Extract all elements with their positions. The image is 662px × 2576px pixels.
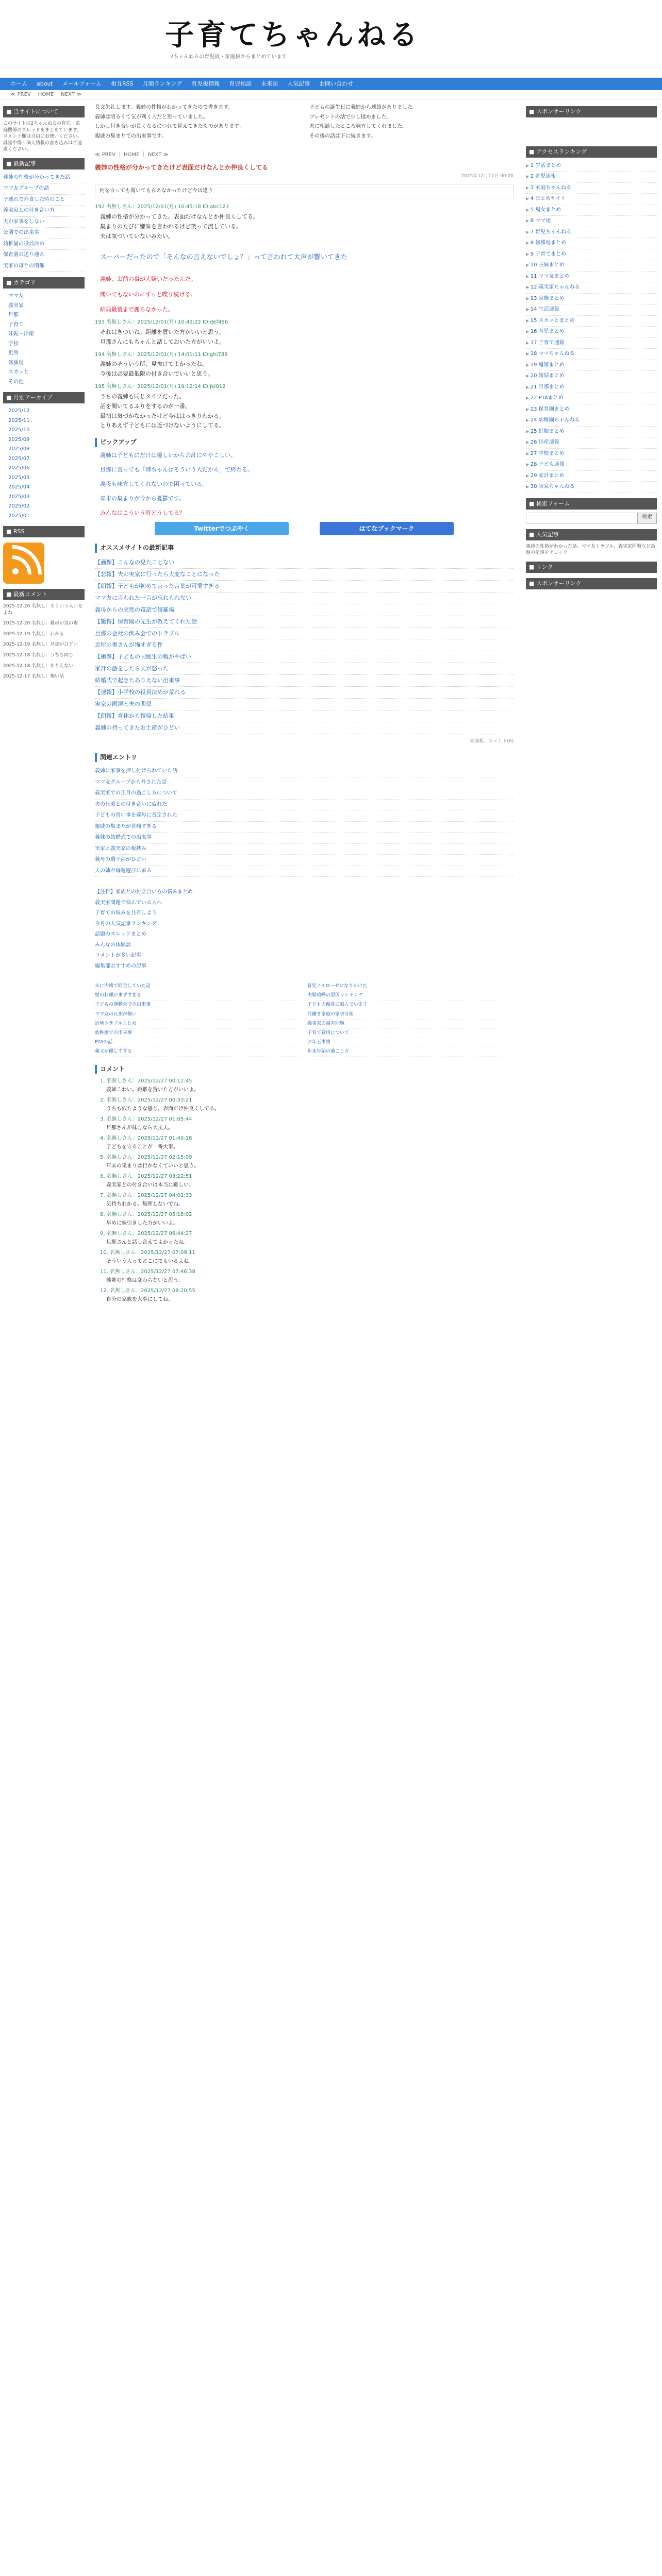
- recent-item[interactable]: 義姉の性格が分かってきた話: [3, 173, 85, 184]
- sub-nav: [0, 90, 662, 100]
- ranking-item[interactable]: ▶ 3 家庭ちゃんねる: [526, 183, 657, 194]
- archive-item[interactable]: 2025/02: [8, 503, 30, 510]
- archive-title: ■ 月別アーカイブ: [3, 392, 85, 403]
- recent-list: [3, 173, 85, 273]
- related-item[interactable]: 夫の姉が毎週遊びに来る: [95, 866, 514, 877]
- comment: [100, 1249, 514, 1265]
- site-header: [0, 0, 662, 78]
- category-item[interactable]: ママ友: [8, 293, 24, 299]
- link-item[interactable]: 共働き家庭の家事分担: [307, 1010, 514, 1020]
- link-columns: [95, 982, 514, 1056]
- comment-header: 8. 名無しさん：2025/12/27 05:18:02: [100, 1212, 192, 1218]
- ranking-item[interactable]: ▶ 30 実家ちゃんねる: [526, 482, 657, 493]
- main-content: [88, 101, 521, 1306]
- intro-line: 長文失礼します。義姉の性格がわかってきたので書きます。: [95, 105, 234, 110]
- category-item[interactable]: 近所: [8, 350, 19, 357]
- comment-header: 6. 名無しさん：2025/12/27 03:22:51: [100, 1174, 192, 1180]
- comment-header: 4. 名無しさん：2025/12/27 01:40:18: [100, 1136, 192, 1142]
- feature-item[interactable]: 編集部おすすめの記事: [95, 963, 147, 969]
- recent-item[interactable]: 実家の母との関係: [3, 261, 85, 273]
- comments-title: コメント: [95, 1065, 514, 1074]
- intro-line: 親戚の集まりでの出来事です。: [95, 133, 167, 139]
- recent-item[interactable]: 保育園の送り迎え: [3, 250, 85, 261]
- latest-comment[interactable]: 2025-12-20 名無し：義母が気の毒: [3, 621, 78, 626]
- comment-header: 12. 名無しさん：2025/12/27 08:20:55: [100, 1288, 195, 1294]
- feature-item[interactable]: 今月の人気記事ランキング: [95, 921, 157, 927]
- latest-comment[interactable]: 2025-12-17 名無し：怖い話: [3, 674, 64, 680]
- recent-item[interactable]: 公園での出来事: [3, 228, 85, 239]
- archive-item[interactable]: 2025/07: [8, 455, 30, 462]
- comment-header: 7. 名無しさん：2025/12/27 04:01:33: [100, 1193, 192, 1199]
- link-item[interactable]: 育児ノイローゼになりかけた: [307, 982, 514, 991]
- recommend-item[interactable]: 近所の奥さんが怖すぎる件: [95, 639, 514, 651]
- comment-header: 5. 名無しさん：2025/12/27 02:15:09: [100, 1155, 192, 1161]
- highlight-red-line: 結局最後まで謝らなかった。: [100, 306, 174, 313]
- intro-line: 夫に相談したところ味方してくれました。: [309, 124, 407, 129]
- rss-icon[interactable]: [3, 543, 44, 584]
- recommend-item[interactable]: 【速報】小学校の役員決めが荒れる: [95, 687, 514, 699]
- link-item[interactable]: 幼稚園での出来事: [95, 1029, 301, 1038]
- archive-list: [3, 406, 85, 521]
- link-item[interactable]: 子どもの偏食に悩んでいます: [307, 1001, 514, 1010]
- search-button[interactable]: 検索: [637, 513, 657, 524]
- ranking-item[interactable]: ▶ 12 義実家ちゃんねる: [526, 282, 657, 294]
- link-column-left: [95, 982, 301, 1056]
- intro-line: プレゼントの話で少し揉めました。: [309, 114, 392, 120]
- ranking-item[interactable]: ▶ 14 生活速報: [526, 304, 657, 316]
- recent-item[interactable]: ママ友グループの話: [3, 183, 85, 195]
- comment-header: 1. 名無しさん：2025/12/27 00:12:45: [100, 1078, 192, 1084]
- link-item[interactable]: 夫に内緒で貯金していた話: [95, 982, 301, 991]
- ranking-item[interactable]: ▶ 8 修羅場まとめ: [526, 238, 657, 249]
- ranking-item[interactable]: ▶ 29 家計まとめ: [526, 471, 657, 482]
- archive-item[interactable]: 2025/03: [8, 494, 30, 500]
- related-item[interactable]: 義姉に家事を押し付けられていた話: [95, 766, 514, 777]
- link-item[interactable]: 年末年始の過ごし方: [307, 1047, 514, 1057]
- comment-header: 10. 名無しさん：2025/12/27 07:09:11: [100, 1250, 195, 1256]
- related-item[interactable]: 義母の過干渉がひどい: [95, 855, 514, 866]
- popular-title: ■ 人気記事: [526, 529, 657, 540]
- feature-item[interactable]: コメントが多い記事: [95, 953, 141, 959]
- recommend-item[interactable]: 結婚式で起きたありえない出来事: [95, 675, 514, 687]
- related-item[interactable]: 親戚の集まりが苦痛すぎる: [95, 822, 514, 833]
- pager[interactable]: ≪ PREV ｜ HOME ｜ NEXT ≫: [95, 152, 169, 158]
- archive-item[interactable]: 2025/01: [8, 513, 30, 519]
- nav-home[interactable]: ホーム: [10, 80, 27, 88]
- recommend-item[interactable]: 義母からの突然の電話で修羅場: [95, 604, 514, 616]
- category-item[interactable]: 旦那: [8, 312, 19, 318]
- comment: [100, 1230, 514, 1246]
- popular-text[interactable]: 義姉の性格がわかった話、ママ友トラブル、義実家問題など話題の記事をチェック: [526, 544, 655, 556]
- entry-footer[interactable]: 家庭板｜コメント(6): [470, 738, 514, 744]
- recommend-list: [95, 557, 514, 734]
- recommend-item[interactable]: 【朗報】育休から復帰した結果: [95, 710, 514, 722]
- category-title: ■ カテゴリ: [3, 277, 85, 289]
- link-item[interactable]: PTAの話: [95, 1038, 301, 1047]
- nav-ranking[interactable]: 月間ランキング: [142, 80, 183, 88]
- ranking-item[interactable]: ▶ 15 スカッとまとめ: [526, 316, 657, 327]
- comment-body: 旦那さんと話し合えてよかったね。: [106, 1239, 189, 1245]
- ranking-item[interactable]: ▶ 22 PTAまとめ: [526, 393, 657, 404]
- category-list: [3, 292, 85, 387]
- intro-line: 子どもの誕生日に義姉から連絡がありました。: [309, 105, 418, 110]
- hatena-bookmark-button[interactable]: はてなブックマーク: [320, 522, 454, 535]
- archive-item[interactable]: 2025/09: [8, 436, 30, 443]
- comment-body: そういう人ってどこにでもいるよね。: [106, 1258, 194, 1264]
- ranking-item[interactable]: ▶ 13 家族まとめ: [526, 294, 657, 305]
- ranking-item[interactable]: ▶ 18 ママちゃんねる: [526, 349, 657, 360]
- link-column-right: [307, 982, 514, 1056]
- related-item[interactable]: 義妹の結婚式での出来事: [95, 833, 514, 844]
- post-title[interactable]: 義姉の性格が分かってきたけど表面だけなんとか仲良くしてる: [95, 163, 269, 171]
- recommend-item[interactable]: 【朗報】子どもが初めて言った言葉が可愛すぎる: [95, 581, 514, 592]
- recommend-title: オススメサイトの最新記事: [95, 544, 514, 552]
- ranking-item[interactable]: ▶ 17 子育て速報: [526, 338, 657, 349]
- comment: [100, 1192, 514, 1208]
- twitter-share-button[interactable]: Twitterでつぶやく: [155, 522, 289, 535]
- highlight-red-line: 聞いてもないのにずっと喋り続ける。: [100, 291, 196, 298]
- left-sidebar: [0, 101, 88, 1306]
- ranking-item[interactable]: ▶ 16 育児まとめ: [526, 327, 657, 338]
- recommend-item[interactable]: 【画像】こんなの見たことない: [95, 557, 514, 569]
- recent-item[interactable]: 子連れで外食した時のこと: [3, 195, 85, 206]
- intro-line: 義姉は明るくて気が利く人だと思っていました。: [95, 114, 208, 120]
- nav-future[interactable]: 未来図: [261, 80, 278, 88]
- latest-comment[interactable]: 2025-12-19 名無し：わかる: [3, 631, 64, 637]
- pickup-title: ピックアップ: [95, 438, 514, 447]
- comment-header: 2. 名無しさん：2025/12/27 00:33:21: [100, 1097, 192, 1104]
- intro-line: その後の話は下に続きます。: [309, 133, 376, 139]
- ranking-item[interactable]: ▶ 9 子育てまとめ: [526, 249, 657, 261]
- comment: [100, 1287, 514, 1303]
- related-item[interactable]: 義実家での正月の過ごし方について: [95, 788, 514, 800]
- comment-body: 義実家との付き合いは本当に難しい。: [106, 1182, 194, 1188]
- ranking-list: [526, 161, 657, 493]
- response-line: 義姉のそういう所、見抜けてよかったね。: [100, 361, 208, 368]
- pickup-line: 旦那に言っても「姉ちゃんはそういう人だから」で終わる。: [100, 466, 253, 473]
- response-header: 195 名無しさん：2025/12/01(月) 19:12:14 ID:jkl012: [95, 384, 226, 390]
- pickup-red-line: みんなはこういう時どうしてる？: [100, 509, 185, 516]
- response-header: 193 名無しさん：2025/12/01(月) 10:49:22 ID:def456: [95, 319, 228, 326]
- content-columns: [0, 101, 662, 1306]
- nav-popular[interactable]: 人気記事: [287, 80, 310, 88]
- sponsor-title: ■ スポンサーリンク: [526, 106, 657, 117]
- archive-item[interactable]: 2025/04: [8, 484, 30, 490]
- response: [95, 383, 514, 430]
- recommend-item[interactable]: 【悲報】夫の実家に行ったら大変なことになった: [95, 569, 514, 581]
- nav-mailform[interactable]: メールフォーム: [62, 80, 102, 88]
- feature-item[interactable]: みんなの体験談: [95, 942, 131, 948]
- archive-item[interactable]: 2025/06: [8, 465, 30, 471]
- ranking-item[interactable]: ▶ 25 妊娠まとめ: [526, 427, 657, 438]
- comment: [100, 1268, 514, 1284]
- latest-comment[interactable]: 2025-12-19 名無し：旦那がひどい: [3, 642, 78, 648]
- ranking-item[interactable]: ▶ 21 旦那まとめ: [526, 382, 657, 394]
- response: [95, 319, 514, 346]
- rss-title: ■ RSS: [3, 526, 85, 537]
- next-link[interactable]: NEXT ≫: [61, 91, 82, 97]
- link-item[interactable]: ママ友の旦那が怖い: [95, 1010, 301, 1020]
- latest-comments-list: [3, 603, 85, 680]
- category-item[interactable]: その他: [8, 379, 24, 385]
- highlight-line: スーパーだったので「そんなの言えないでしょ？」って言われて大声が響いてきた: [100, 253, 347, 261]
- ranking-item[interactable]: ▶ 26 出産速報: [526, 437, 657, 449]
- recent-item[interactable]: 義実家との付き合い方: [3, 206, 85, 217]
- nav-info[interactable]: 育児板情報: [191, 80, 220, 88]
- response-header: 194 名無しさん：2025/12/01(月) 14:01:11 ID:ghi789: [95, 351, 228, 358]
- comment-body: 年末の集まりは行かなくていいと思う。: [106, 1163, 199, 1169]
- recommend-item[interactable]: 家計の話をしたら夫が怒った: [95, 663, 514, 675]
- ranking-item[interactable]: ▶ 28 子ども速報: [526, 460, 657, 471]
- response-line: 義姉の性格が分かってきた。表面だけなんとか仲良くしてる。: [100, 213, 259, 220]
- archive-item[interactable]: 2025/10: [8, 427, 30, 433]
- comment: [100, 1116, 514, 1132]
- comment: [100, 1211, 514, 1227]
- search-form: [526, 513, 657, 524]
- home-link[interactable]: HOME: [38, 91, 54, 97]
- intro-text: [95, 101, 514, 148]
- ranking-item[interactable]: ▶ 19 鬼嫁まとめ: [526, 360, 657, 371]
- related-item[interactable]: ママ友グループから外された話: [95, 777, 514, 789]
- nav-about[interactable]: about: [37, 80, 53, 88]
- post-date: 2025年12月27日 00:00: [461, 173, 514, 179]
- feature-list: [95, 887, 514, 972]
- link-item[interactable]: 義父が優しすぎる: [95, 1047, 301, 1057]
- ranking-item[interactable]: ▶ 5 鬼女まとめ: [526, 205, 657, 216]
- site-logo[interactable]: 子育てちゃんねる: [165, 18, 421, 52]
- ranking-item[interactable]: ▶ 27 学校まとめ: [526, 449, 657, 460]
- comment: [100, 1135, 514, 1151]
- comment-list: [95, 1078, 514, 1303]
- category-item[interactable]: 妊娠・出産: [8, 331, 34, 337]
- pickup-line: 義母も味方してくれないので困っている。: [100, 480, 208, 487]
- comment-body: 旦那さんが味方なら大丈夫。: [106, 1125, 173, 1131]
- archive-item[interactable]: 2025/12: [8, 408, 30, 414]
- category-item[interactable]: 学校: [8, 341, 19, 347]
- feature-item[interactable]: 【注目】家族との付き合い方の悩みまとめ: [95, 889, 193, 895]
- comment-body: 義姉の性格は変わらないと思う。: [106, 1277, 184, 1283]
- latest-comment[interactable]: 2025-12-18 名無し：うちも同じ: [3, 653, 74, 658]
- feature-item[interactable]: 義実家問題で悩んでいる人へ: [95, 900, 162, 906]
- related-item[interactable]: 夫の兄弟との付き合いに疲れた: [95, 800, 514, 811]
- response-line: うちの義姉も同じタイプだった。: [100, 393, 185, 400]
- response: [95, 351, 514, 378]
- ranking-item[interactable]: ▶ 7 育児ちゃんねる: [526, 227, 657, 239]
- about-title: ■ 当サイトについて: [3, 106, 85, 117]
- ranking-item[interactable]: ▶ 6 ママ速: [526, 216, 657, 227]
- comment: [100, 1097, 514, 1113]
- comment: [100, 1173, 514, 1189]
- comment-header: 11. 名無しさん：2025/12/27 07:46:38: [100, 1269, 195, 1275]
- category-item[interactable]: 子育て: [8, 321, 24, 328]
- ranking-item[interactable]: ▶ 20 嫁姑まとめ: [526, 371, 657, 382]
- comment: [100, 1078, 514, 1094]
- response-line: 今後は必要最低限の付き合いでいいと思う。: [100, 370, 213, 378]
- comment-body: 子どもを守ることが一番大事。: [106, 1144, 178, 1150]
- sponsor2-title: ■ スポンサーリンク: [526, 578, 657, 589]
- share-buttons: [95, 522, 514, 535]
- recent-item[interactable]: 幼稚園の役員決め: [3, 239, 85, 250]
- recent-title: ■ 最新記事: [3, 158, 85, 170]
- response-line: それはきついね。距離を置いた方がいいと思う。: [100, 328, 225, 335]
- recommend-item[interactable]: 【驚愕】保育園の先生が教えてくれた話: [95, 616, 514, 628]
- latest-comments-title: ■ 最新コメント: [3, 589, 85, 600]
- ranking-item[interactable]: ▶ 11 ママ友まとめ: [526, 272, 657, 283]
- response-line: 話を聞いてるふりをするのが一番。: [100, 402, 191, 410]
- search-title: ■ 検索フォーム: [526, 498, 657, 510]
- comment-header: 9. 名無しさん：2025/12/27 06:44:27: [100, 1231, 192, 1237]
- recommend-item[interactable]: 旦那の会社の飲み会でのトラブル: [95, 628, 514, 640]
- response-line: 旦那さんにもちゃんと話しておいた方がいいよ。: [100, 338, 225, 345]
- link-item[interactable]: 姑の料理がまずすぎる: [95, 991, 301, 1001]
- ranking-item[interactable]: ▶ 10 主婦まとめ: [526, 260, 657, 272]
- feature-item[interactable]: 子育ての悩みを共有しよう: [95, 910, 157, 917]
- response-line: 夫は気づいていないみたい。: [100, 232, 174, 240]
- related-item[interactable]: 子どもの習い事を義母に否定された: [95, 810, 514, 822]
- comment-body: 気持ちわかる。無理しないでね。: [106, 1201, 184, 1207]
- response-header: 192 名無しさん：2025/12/01(月) 10:45:18 ID:abc123: [95, 204, 229, 210]
- archive-item[interactable]: 2025/11: [8, 417, 30, 423]
- ranking-item[interactable]: ▶ 4 まとめサイト: [526, 194, 657, 205]
- sponsor-slot: [526, 121, 657, 141]
- category-item[interactable]: 義実家: [8, 302, 24, 309]
- related-list: [95, 766, 514, 877]
- comment-body: うちも似たような感じ。表面だけ仲良くしてる。: [106, 1106, 220, 1112]
- comment: [100, 1154, 514, 1170]
- feature-item[interactable]: 話題のスレッドまとめ: [95, 931, 146, 938]
- ranking-item[interactable]: ▶ 23 保育園まとめ: [526, 404, 657, 416]
- comment-body: 早めに線引きした方がいいよ。: [106, 1220, 178, 1226]
- link-item[interactable]: 夫婦喧嘩の原因ランキング: [307, 991, 514, 1001]
- category-item[interactable]: 修羅場: [8, 360, 24, 366]
- ranking-item[interactable]: ▶ 1 生活まとめ: [526, 161, 657, 172]
- right-sidebar: [521, 101, 662, 1306]
- site-subtitle: 2ちゃんねるの育児板・家庭板からまとめています: [170, 54, 287, 60]
- search-input[interactable]: [526, 513, 635, 524]
- comment-body: 自分の家族を大事にしてね。: [106, 1296, 173, 1302]
- ranking-item[interactable]: ▶ 2 育児速報: [526, 172, 657, 183]
- global-nav: [0, 78, 662, 90]
- latest-comment[interactable]: 2025-12-20 名無し：そういう人いるよね: [3, 604, 83, 616]
- nav-rss[interactable]: 相互RSS: [110, 80, 134, 88]
- response: [95, 204, 514, 314]
- latest-comment[interactable]: 2025-12-18 名無し：ありえない: [3, 663, 74, 669]
- recommend-item[interactable]: 実家の両親と夫の関係: [95, 699, 514, 710]
- about-text: このサイトは2ちゃんねるの育児・家庭関係のスレッドをまとめています。コメント欄は自由にお使いください。誹謗中傷・個人情報の書き込みはご遠慮ください。: [3, 121, 82, 152]
- link-item[interactable]: お年玉事情: [307, 1038, 514, 1047]
- recommend-item[interactable]: 【衝撃】子どもの同級生の親がやばい: [95, 651, 514, 663]
- ranking-title: ■ アクセスランキング: [526, 146, 657, 158]
- ranking-item[interactable]: ▶ 24 幼稚園ちゃんねる: [526, 415, 657, 427]
- prev-link[interactable]: ≪ PREV: [10, 91, 31, 97]
- related-title: 関連エントリ: [95, 753, 514, 762]
- response-line: とりあえず子どもには近づけないようにしてる。: [100, 422, 225, 429]
- links-title: ■ リンク: [526, 562, 657, 573]
- pickup-line: 年末の集まりが今から憂鬱です。: [100, 495, 185, 502]
- recommend-item[interactable]: ママ友に言われた一言が忘れられない: [95, 592, 514, 604]
- highlight-red-line: 義姉、お前の事が大嫌いだったんだ。: [100, 275, 196, 282]
- category-item[interactable]: スカッと: [8, 369, 29, 376]
- archive-item[interactable]: 2025/08: [8, 446, 30, 452]
- comment-header: 3. 名無しさん：2025/12/27 01:05:44: [100, 1116, 192, 1123]
- comment-body: 義姉こわい。距離を置いた方がいいよ。: [106, 1087, 199, 1093]
- archive-item[interactable]: 2025/05: [8, 474, 30, 481]
- intro-line: しかし付き合いが長くなるにつれて見えてきたものがあります。: [95, 124, 244, 129]
- nav-contact[interactable]: お問い合わせ: [319, 80, 354, 88]
- pickup-line: 義姉は子どもにだけは優しいから余計にややこしい。: [100, 451, 236, 459]
- link-item[interactable]: 義実家の帰省問題: [307, 1020, 514, 1029]
- recommend-item[interactable]: 義姉の持ってきたお土産がひどい: [95, 722, 514, 734]
- nav-consult[interactable]: 育児相談: [229, 80, 252, 88]
- link-item[interactable]: 近所トラブルまとめ: [95, 1020, 301, 1029]
- response-line: 最初は気づかなかったけど今ははっきりわかる。: [100, 412, 225, 419]
- link-item[interactable]: 子どもの運動会での出来事: [95, 1001, 301, 1010]
- link-item[interactable]: 子育て費用について: [307, 1029, 514, 1038]
- response-line: 集まりのたびに嫌味を言われるけど笑って流している。: [100, 223, 242, 230]
- quote-box: 何を言っても聞いてもらえなかったけど今は違う: [95, 184, 514, 199]
- recent-item[interactable]: 夫が家事をしない: [3, 217, 85, 228]
- related-item[interactable]: 実家と義実家の板挟み: [95, 844, 514, 855]
